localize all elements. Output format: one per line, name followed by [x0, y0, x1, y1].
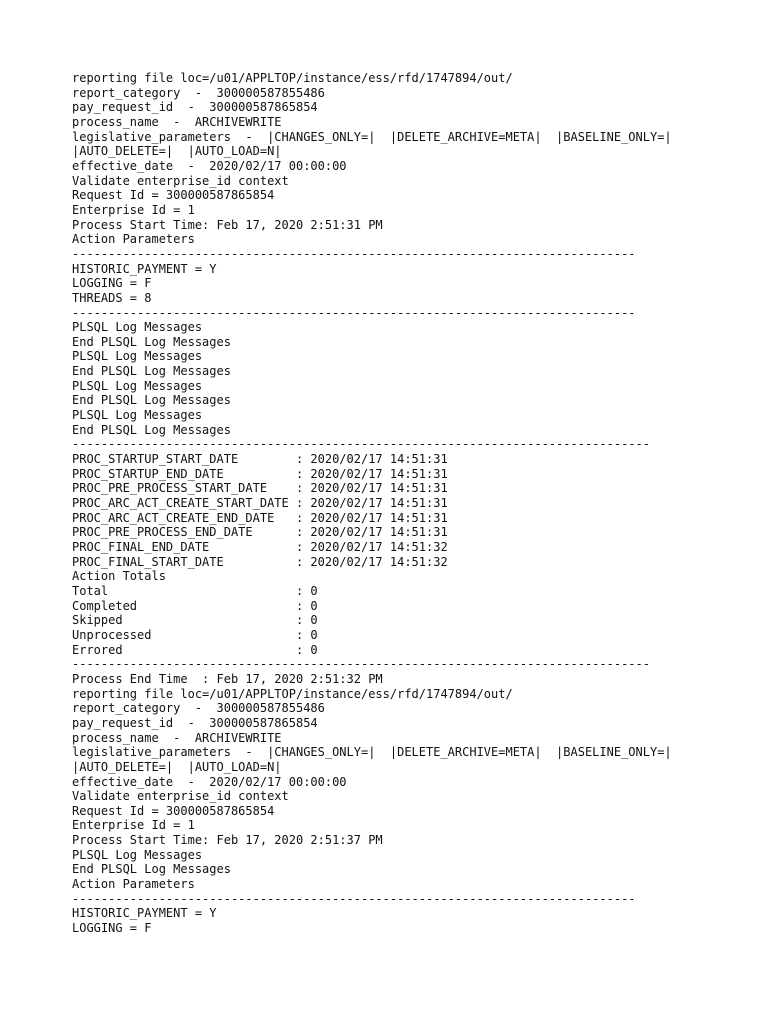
log-line: --------------------------------------------------------------------------------: [72, 657, 650, 672]
log-line: HISTORIC_PAYMENT = Y: [72, 261, 217, 276]
log-line: process_name - ARCHIVEWRITE: [72, 730, 282, 745]
log-line: End PLSQL Log Messages: [72, 334, 231, 349]
log-line: Validate enterprise_id context: [72, 173, 289, 188]
log-line: ------------------------------------------------------------------------------: [72, 891, 636, 906]
log-line: effective_date - 2020/02/17 00:00:00: [72, 158, 347, 173]
log-line: PROC_ARC_ACT_CREATE_START_DATE : 2020/02/17 14:51:31: [72, 496, 448, 511]
log-line: ------------------------------------------------------------------------------: [72, 246, 636, 261]
log-line: PROC_ARC_ACT_CREATE_END_DATE : 2020/02/17 14:51:31: [72, 510, 448, 525]
log-line: PROC_STARTUP_START_DATE : 2020/02/17 14:51:31: [72, 452, 448, 467]
log-line: effective_date - 2020/02/17 00:00:00: [72, 774, 347, 789]
log-line: Action Parameters: [72, 232, 195, 247]
log-line: End PLSQL Log Messages: [72, 393, 231, 408]
log-line: Validate enterprise_id context: [72, 789, 289, 804]
log-line: Process Start Time: Feb 17, 2020 2:51:31 PM: [72, 217, 383, 232]
log-line: PROC_PRE_PROCESS_START_DATE : 2020/02/17 14:51:31: [72, 481, 448, 496]
log-line: |AUTO_DELETE=| |AUTO_LOAD=N|: [72, 144, 282, 159]
log-line: End PLSQL Log Messages: [72, 862, 231, 877]
log-line: PROC_STARTUP_END_DATE : 2020/02/17 14:51:31: [72, 466, 448, 481]
log-line: Process End Time : Feb 17, 2020 2:51:32 PM: [72, 671, 383, 686]
log-line: Request Id = 300000587865854: [72, 803, 275, 818]
log-line: LOGGING = F: [72, 276, 152, 291]
log-line: PLSQL Log Messages: [72, 408, 203, 423]
log-line: Unprocessed : 0: [72, 627, 318, 642]
log-line: THREADS = 8: [72, 290, 152, 305]
log-line: PROC_FINAL_START_DATE : 2020/02/17 14:51:32: [72, 554, 448, 569]
log-line: PLSQL Log Messages: [72, 349, 203, 364]
log-line: Errored : 0: [72, 642, 318, 657]
log-line: pay_request_id - 300000587865854: [72, 715, 318, 730]
log-line: End PLSQL Log Messages: [72, 364, 231, 379]
log-line: Process Start Time: Feb 17, 2020 2:51:37 PM: [72, 833, 383, 848]
log-line: legislative_parameters - |CHANGES_ONLY=| |DELETE_ARCHIVE=META| |BASELINE_ONLY=|: [72, 745, 672, 760]
log-line: Completed : 0: [72, 598, 318, 613]
log-line: reporting file loc=/u01/APPLTOP/instance/ess/rfd/1747894/out/: [72, 71, 513, 85]
log-line: reporting file loc=/u01/APPLTOP/instance/ess/rfd/1747894/out/: [72, 686, 513, 701]
log-line: PLSQL Log Messages: [72, 320, 203, 335]
log-line: report_category - 300000587855486: [72, 701, 325, 716]
log-line: Action Parameters: [72, 877, 195, 892]
log-line: pay_request_id - 300000587865854: [72, 100, 318, 115]
log-line: report_category - 300000587855486: [72, 85, 325, 100]
log-line: legislative_parameters - |CHANGES_ONLY=| |DELETE_ARCHIVE=META| |BASELINE_ONLY=|: [72, 129, 672, 144]
log-line: Total : 0: [72, 583, 318, 598]
log-line: Enterprise Id = 1: [72, 818, 195, 833]
log-line: Enterprise Id = 1: [72, 202, 195, 217]
log-line: |AUTO_DELETE=| |AUTO_LOAD=N|: [72, 759, 282, 774]
log-line: --------------------------------------------------------------------------------: [72, 437, 650, 452]
log-line: PLSQL Log Messages: [72, 847, 203, 862]
log-line: Action Totals: [72, 569, 166, 584]
log-line: HISTORIC_PAYMENT = Y: [72, 906, 217, 921]
log-line: Skipped : 0: [72, 613, 318, 628]
log-line: process_name - ARCHIVEWRITE: [72, 114, 282, 129]
log-line: PLSQL Log Messages: [72, 378, 203, 393]
log-line: PROC_FINAL_END_DATE : 2020/02/17 14:51:32: [72, 540, 448, 554]
log-line: LOGGING = F: [72, 921, 152, 936]
log-text-block: [72, 71, 732, 936]
log-line: End PLSQL Log Messages: [72, 422, 231, 437]
log-line: Request Id = 300000587865854: [72, 188, 275, 203]
log-line: PROC_PRE_PROCESS_END_DATE : 2020/02/17 14:51:31: [72, 525, 448, 540]
log-line: ------------------------------------------------------------------------------: [72, 305, 636, 320]
